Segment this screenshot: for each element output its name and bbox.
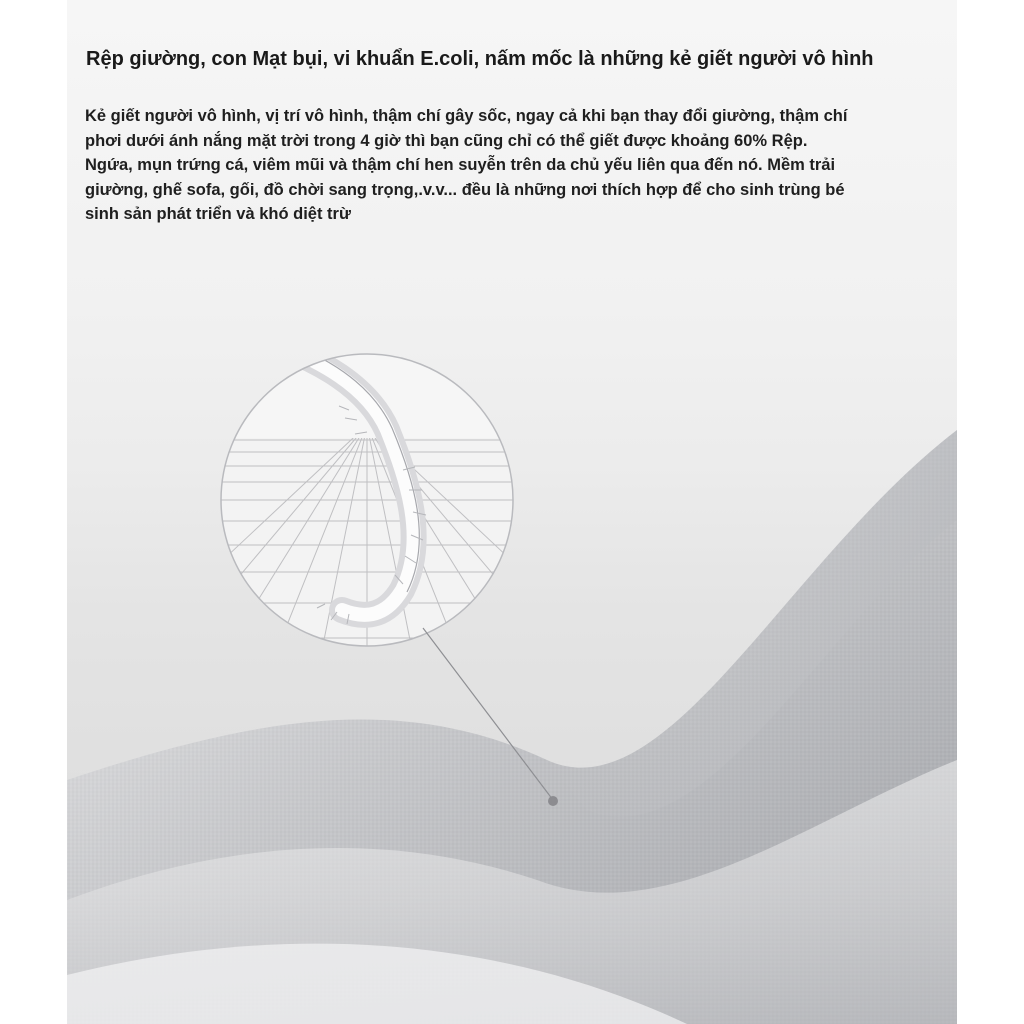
body-line: Kẻ giết người vô hình, vị trí vô hình, thậm chí gây sốc, ngay cả khi bạn thay đổi giường, thậm chí [85,107,848,125]
body-line: phơi dưới ánh nắng mặt trời trong 4 giờ thì bạn cũng chỉ có thể giết được khoảng 60% Rệp. [85,131,808,150]
body-line: sinh sản phát triển và khó diệt trừ [85,205,351,223]
body-line: giường, ghế sofa, gối, đồ chời sang trọng,.v.v... đều là những nơi thích hợp để cho sinh trùng bé [85,180,845,199]
content-panel [67,0,957,1024]
pointer-dot [548,796,558,806]
grid-floor [127,340,607,650]
body-paragraph [85,104,947,227]
headline: Rệp giường, con Mạt bụi, vi khuẩn E.coli, nấm mốc là những kẻ giết người vô hình [86,48,874,70]
body-line: Ngứa, mụn trứng cá, viêm mũi và thậm chí hen suyễn trên da chủ yếu liên qua đến nó. Mềm trải [85,156,836,174]
magnifier-circle [127,340,607,650]
